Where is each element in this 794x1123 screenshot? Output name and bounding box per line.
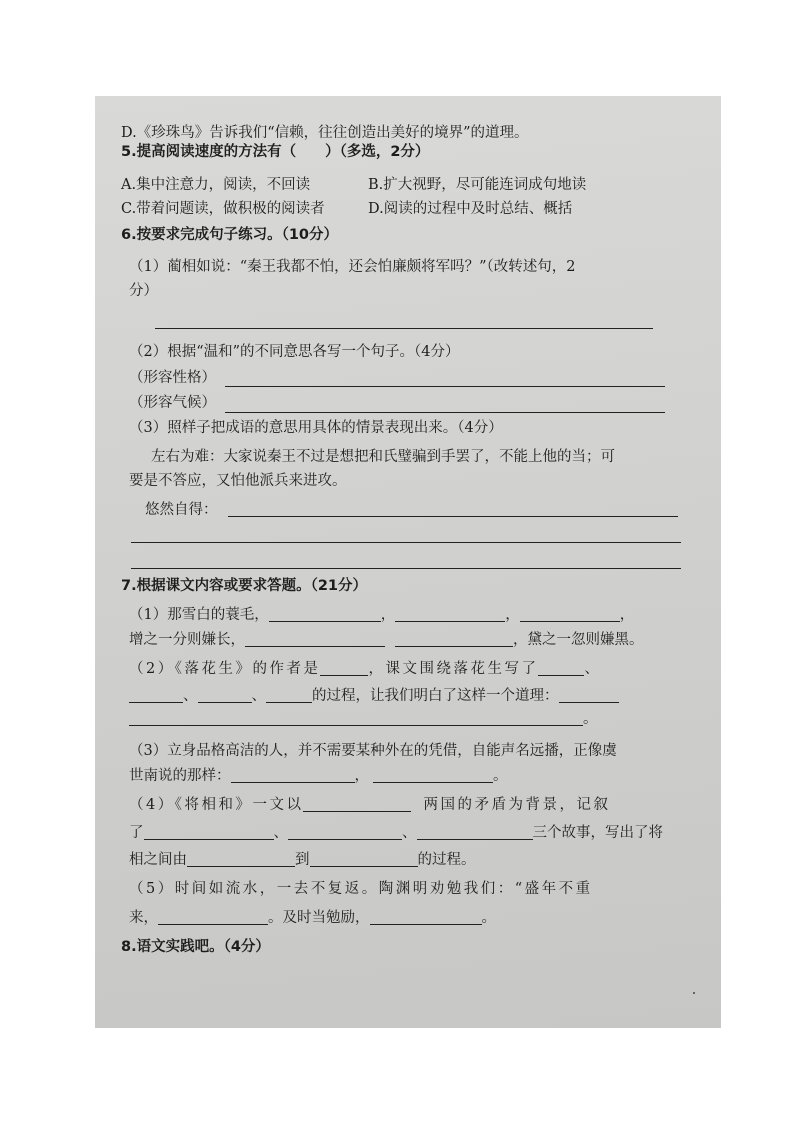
q7-5-text-c: 。及时当勉励， [268, 910, 370, 926]
q6-part2-label-a: （形容性格） [129, 370, 216, 386]
blank-7-5b[interactable] [370, 909, 482, 925]
q7-4-text-h: 到 [295, 852, 310, 868]
q6-part2: （2）根据“温和”的不同意思各写一个句子。（4分） [129, 344, 460, 360]
q7-2-text-g: 。 [583, 711, 598, 727]
blank-7-2a[interactable] [320, 660, 368, 676]
q7-part2-line1 [129, 660, 601, 678]
q6-part3-prompt: 悠然自得： [145, 502, 218, 518]
question-7-title: 7.根据课文内容或要求答题。（21分） [121, 578, 368, 594]
answer-line-6-1[interactable] [155, 328, 653, 329]
exam-sheet [95, 96, 721, 1028]
q7-part2-line3 [129, 710, 598, 728]
blank-7-4a[interactable] [303, 796, 411, 812]
q7-3-text-d: 。 [493, 768, 508, 784]
q7-3-text-c: ， [354, 768, 369, 784]
q7-5-text-d: 。 [481, 910, 496, 926]
q7-4-text-e: 、 [402, 825, 417, 841]
option-d-line: D.《珍珠鸟》告诉我们“信赖，往往创造出美好的境界”的道理。 [121, 125, 529, 141]
q6-part1: （1）蔺相如说：“秦王我都不怕，还会怕廉颇将军吗？”（改转述句，2 [129, 259, 576, 275]
q7-4-text-i: 的过程。 [417, 852, 476, 868]
blank-7-4b[interactable] [144, 824, 274, 840]
blank-7-5a[interactable] [158, 909, 268, 925]
q6-part2-label-b: （形容气候） [129, 395, 216, 411]
q7-4-text-d: 、 [273, 825, 288, 841]
blank-7-1b[interactable] [395, 606, 505, 622]
blank-7-2d[interactable] [198, 687, 252, 703]
q7-part5-line1: （5）时间如流水，一去不复返。陶渊明劝勉我们：“盛年不重 [129, 881, 593, 897]
q7-2-text-a: （2）《落花生》的作者是 [129, 661, 321, 677]
q7-1-sep1: ， [380, 607, 396, 623]
q7-part1-line2 [129, 631, 644, 649]
q6-part3: （3）照样子把成语的意思用具体的情景表现出来。（4分） [129, 420, 503, 436]
q7-part2-line2 [129, 687, 619, 705]
q7-4-text-b: 两国的矛盾为背景，记叙 [423, 797, 611, 813]
q5-option-b: B.扩大视野，尽可能连词成句地读 [368, 177, 587, 193]
q6-part1-cont: 分） [129, 283, 158, 299]
q7-4-text-g: 相之间由 [129, 852, 187, 868]
blank-7-3b[interactable] [373, 767, 493, 783]
q7-1-sep2: ， [505, 607, 520, 623]
question-8-title: 8.语文实践吧。（4分） [121, 939, 270, 955]
q7-part4-line2 [129, 824, 663, 842]
answer-line-6-3c[interactable] [131, 568, 681, 569]
q7-1-text-b: 增之一分则嫌长， [129, 632, 245, 648]
blank-7-1d[interactable] [245, 631, 385, 647]
q7-4-text-c: 了 [129, 825, 144, 841]
q7-2-text-f: 的过程，让我们明白了这样一个道理： [312, 688, 559, 704]
answer-line-6-2a[interactable] [225, 386, 665, 387]
q7-part3-line2 [129, 767, 508, 785]
q6-example-1: 左右为难：大家说秦王不过是想把和氏璧骗到手罢了，不能上他的当；可 [151, 449, 615, 465]
q7-part4-line1 [129, 796, 610, 814]
blank-7-2g[interactable] [129, 710, 583, 726]
q7-2-text-e: 、 [251, 688, 266, 704]
q7-2-text-b: ，课文围绕落花生写了 [368, 661, 539, 677]
q5-option-a: A.集中注意力，阅读，不回读 [121, 177, 311, 193]
blank-7-4c[interactable] [288, 824, 402, 840]
blank-7-1e[interactable] [395, 631, 513, 647]
q7-5-text-b: 来， [129, 910, 158, 926]
blank-7-4e[interactable] [187, 851, 295, 867]
blank-7-2c[interactable] [129, 687, 183, 703]
question-5-title: 5.提高阅读速度的方法有（ ）（多选，2分） [121, 144, 430, 160]
q6-example-2: 要是不答应，又怕他派兵来进攻。 [129, 473, 347, 489]
blank-7-1a[interactable] [269, 606, 381, 622]
blank-7-2b[interactable] [538, 660, 584, 676]
q5-option-d: D.阅读的过程中及时总结、概括 [368, 201, 573, 217]
blank-7-2e[interactable] [266, 687, 312, 703]
question-6-title: 6.按要求完成句子练习。（10分） [121, 227, 339, 243]
q7-4-text-f: 三个故事，写出了将 [532, 825, 663, 841]
answer-line-6-2b[interactable] [225, 412, 665, 413]
q7-part1-line1 [129, 606, 634, 624]
q7-1-end: ， [619, 607, 635, 623]
q7-part3-line1: （3）立身品格高洁的人，并不需要某种外在的凭借，自能声名远播，正像虞 [129, 743, 617, 759]
blank-7-4f[interactable] [310, 851, 418, 867]
answer-line-6-3a[interactable] [228, 516, 678, 517]
blank-7-2f[interactable] [559, 687, 619, 703]
blank-7-1c[interactable] [520, 606, 620, 622]
q7-3-text-b: 世南说的那样： [129, 768, 231, 784]
blank-7-4d[interactable] [417, 824, 533, 840]
q7-2-text-d: 、 [183, 688, 198, 704]
q7-part4-line3 [129, 851, 476, 869]
blank-7-3a[interactable] [231, 767, 355, 783]
q7-1-text: （1）那雪白的蓑毛， [129, 607, 269, 623]
paper-speck [693, 992, 695, 994]
answer-line-6-3b[interactable] [131, 542, 681, 543]
q5-option-c: C.带着问题读，做积极的阅读者 [121, 201, 325, 217]
q7-2-text-c: 、 [584, 661, 602, 677]
q7-1-text-c: ，黛之一忽则嫌黑。 [513, 632, 644, 648]
q7-4-text-a: （4）《将相和》一文以 [129, 797, 304, 813]
q7-part5-line2 [129, 909, 496, 927]
